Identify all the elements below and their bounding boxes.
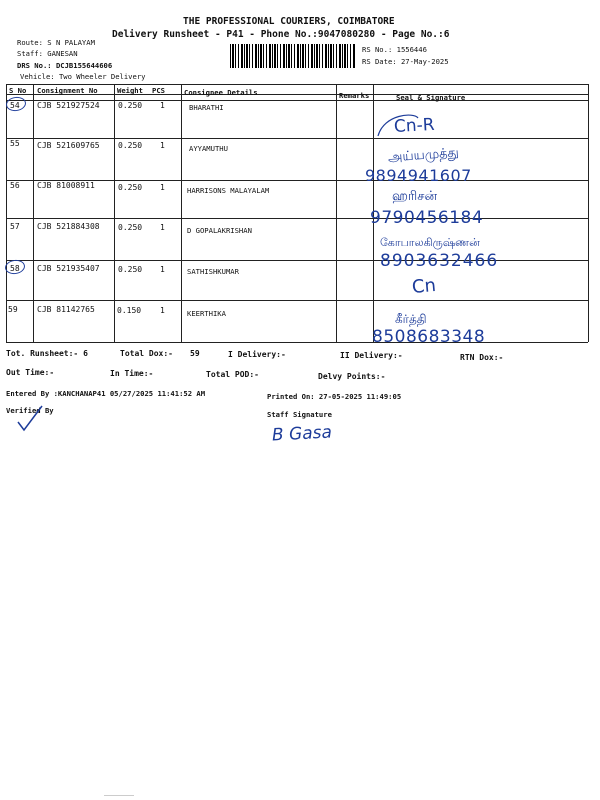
staff-signature-label: Staff Signature	[267, 410, 332, 419]
staff-signature: B Gasa	[271, 422, 333, 446]
row-consignment: CJB 81008911	[37, 181, 95, 190]
row-sno: 58	[10, 264, 20, 273]
row-sno: 54	[10, 101, 20, 110]
row-consignee: SATHISHKUMAR	[187, 267, 239, 276]
row-pcs: 1	[160, 101, 165, 110]
route: Route: S N PALAYAM	[17, 38, 95, 47]
checkmark-icon	[14, 404, 46, 436]
row-consignment: CJB 521609765	[37, 141, 100, 150]
row-weight: 0.250	[118, 183, 143, 192]
vehicle: Vehicle: Two Wheeler Delivery	[20, 72, 146, 81]
row-weight: 0.250	[118, 223, 143, 232]
row-pcs: 1	[160, 141, 165, 150]
row-consignee: AYYAMUTHU	[189, 144, 228, 153]
col-header-consignment: Consignment No	[37, 86, 98, 95]
row-sno: 55	[10, 139, 20, 148]
col-header-sno: S No	[9, 86, 27, 95]
signature-phone: 8903632466	[380, 251, 499, 271]
runsheet-title: Delivery Runsheet - P41 - Phone No.:9047080280 - Page No.:6	[112, 29, 450, 40]
barcode	[230, 44, 356, 68]
row-pcs: 1	[160, 306, 165, 315]
company-name: THE PROFESSIONAL COURIERS, COIMBATORE	[183, 16, 395, 27]
signature-name: கீர்த்தி	[395, 312, 427, 326]
signature: Cn-R	[393, 114, 436, 138]
row-sno: 57	[10, 222, 20, 231]
row-sno: 56	[10, 181, 20, 190]
total-dox-label: Total Dox:-	[120, 349, 173, 358]
rtn-dox: RTN Dox:-	[460, 353, 504, 362]
row-weight: 0.250	[118, 265, 143, 274]
col-header-remarks: Remarks	[339, 91, 370, 100]
signature-phone: 9894941607	[365, 166, 472, 185]
signature-name: அய்யமுத்து	[387, 145, 460, 166]
delvy-points: Delvy Points:-	[318, 372, 386, 381]
rs-date: RS Date: 27-May-2025	[362, 57, 449, 66]
row-pcs: 1	[160, 223, 165, 232]
tot-runsheet: Tot. Runsheet:- 6	[6, 349, 88, 358]
circle-mark	[5, 96, 27, 113]
row-consignment: CJB 521935407	[37, 264, 100, 273]
signature: Cn	[411, 274, 437, 299]
verified-by: Verified By	[6, 406, 54, 415]
row-consignee: KEERTHIKA	[187, 309, 226, 318]
row-consignee: HARRISONS MALAYALAM	[187, 186, 270, 195]
row-consignment: CJB 521884308	[37, 222, 100, 231]
col-header-consignee: Consignee Details	[184, 88, 258, 97]
col-header-seal: Seal & Signature	[396, 93, 466, 102]
row-consignment: CJB 81142765	[37, 305, 95, 314]
row-weight: 0.250	[118, 101, 143, 110]
in-time: In Time:-	[110, 369, 154, 378]
row-weight: 0.150	[117, 306, 142, 315]
row-sno: 59	[8, 305, 18, 314]
staff: Staff: GANESAN	[17, 49, 78, 58]
row-consignee: D GOPALAKRISHAN	[187, 226, 252, 235]
i-delivery: I Delivery:-	[228, 350, 286, 359]
signature-phone: 8508683348	[372, 327, 486, 347]
row-weight: 0.250	[118, 141, 143, 150]
entered-by: Entered By :KANCHANAP41 05/27/2025 11:41:52 AM	[6, 389, 206, 398]
rs-number: RS No.: 1556446	[362, 45, 427, 54]
ii-delivery: II Delivery:-	[340, 351, 403, 360]
signature-phone: 9790456184	[370, 208, 484, 228]
row-consignment: CJB 521927524	[37, 101, 100, 110]
circle-mark	[4, 259, 26, 276]
printed-on: Printed On: 27-05-2025 11:49:05	[267, 392, 402, 401]
signature-name: ஹரிசன்	[392, 189, 438, 204]
drs-number: DRS No.: DCJB155644606	[17, 61, 113, 70]
row-pcs: 1	[160, 183, 165, 192]
signature-name: கோபாலகிருஷ்ணன்	[380, 236, 480, 249]
scan-artifact	[104, 795, 134, 796]
row-consignee: BHARATHI	[189, 103, 224, 112]
col-header-weight: Weight	[117, 86, 143, 95]
total-dox-value: 59	[190, 349, 200, 358]
out-time: Out Time:-	[6, 368, 55, 377]
total-pod: Total POD:-	[206, 370, 259, 379]
col-header-pcs: PCS	[152, 86, 165, 95]
row-pcs: 1	[160, 265, 165, 274]
